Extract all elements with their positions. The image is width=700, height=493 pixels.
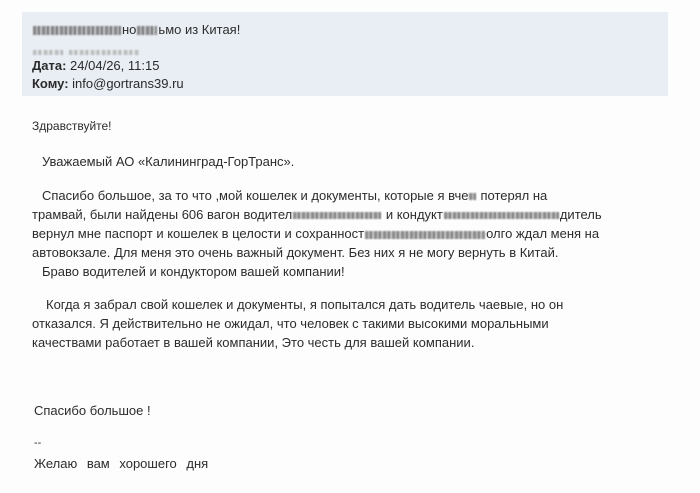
paragraph-line: Браво водителей и кондуктором вашей компании! <box>42 264 345 279</box>
text-fragment: Спасибо большое, за то что ,мой кошелек и документы, которые я вче <box>42 188 469 203</box>
text-fragment: трамвай, были найдены 606 вагон водител <box>32 207 293 222</box>
text-fragment: вернул мне паспорт и кошелек в целости и сохранност <box>32 226 365 241</box>
salutation: Уважаемый АО «Калининград-ГорТранс». <box>42 154 295 169</box>
paragraph-line: Когда я забрал свой кошелек и документы, я попытался дать водитель чаевые, но он <box>46 297 564 312</box>
redacted-text <box>293 212 381 219</box>
paragraph-line: отказался. Я действительно не ожидал, что человек с такими высокими моральными <box>32 316 549 331</box>
redacted-text <box>33 26 121 35</box>
paragraph-2 <box>32 295 563 352</box>
paragraph-line: качествами работает в вашей компании, Это честь для вашей компании. <box>32 335 475 350</box>
email-recipient <box>32 76 184 91</box>
paragraph-1 <box>32 186 602 281</box>
email-subject <box>32 22 240 37</box>
redacted-text <box>137 26 157 35</box>
paragraph-line <box>32 224 602 243</box>
text-fragment: и кондукт <box>385 207 443 222</box>
redacted-text <box>444 212 559 219</box>
email-date <box>32 58 159 73</box>
text-fragment: дитель <box>559 207 602 222</box>
text-fragment: ял на <box>514 188 548 203</box>
date-label: Дата: <box>32 58 67 73</box>
to-value: info@gortrans39.ru <box>72 76 184 91</box>
redacted-text <box>69 50 139 55</box>
signature: Желаю вам хорошего дня <box>34 456 209 471</box>
signature-separator: -- <box>34 437 42 449</box>
date-value: 24/04/26, 11:15 <box>70 58 160 73</box>
to-label: Кому: <box>32 76 69 91</box>
text-fragment: потер <box>480 188 515 203</box>
redacted-text <box>33 50 63 55</box>
redacted-text <box>469 193 476 200</box>
paragraph-line <box>32 205 602 224</box>
paragraph-line <box>32 186 602 205</box>
greeting: Здравствуйте! <box>32 119 112 133</box>
redacted-text <box>365 231 485 239</box>
text-fragment: олго ждал меня на <box>486 226 600 241</box>
subject-fragment-2: ьмо из Китая! <box>158 22 241 37</box>
subject-fragment: но <box>122 22 137 37</box>
closing: Спасибо большое ! <box>34 403 151 418</box>
paragraph-line: автовокзале. Для меня это очень важный документ. Без них я не могу вернуть в Китай. <box>32 245 559 260</box>
